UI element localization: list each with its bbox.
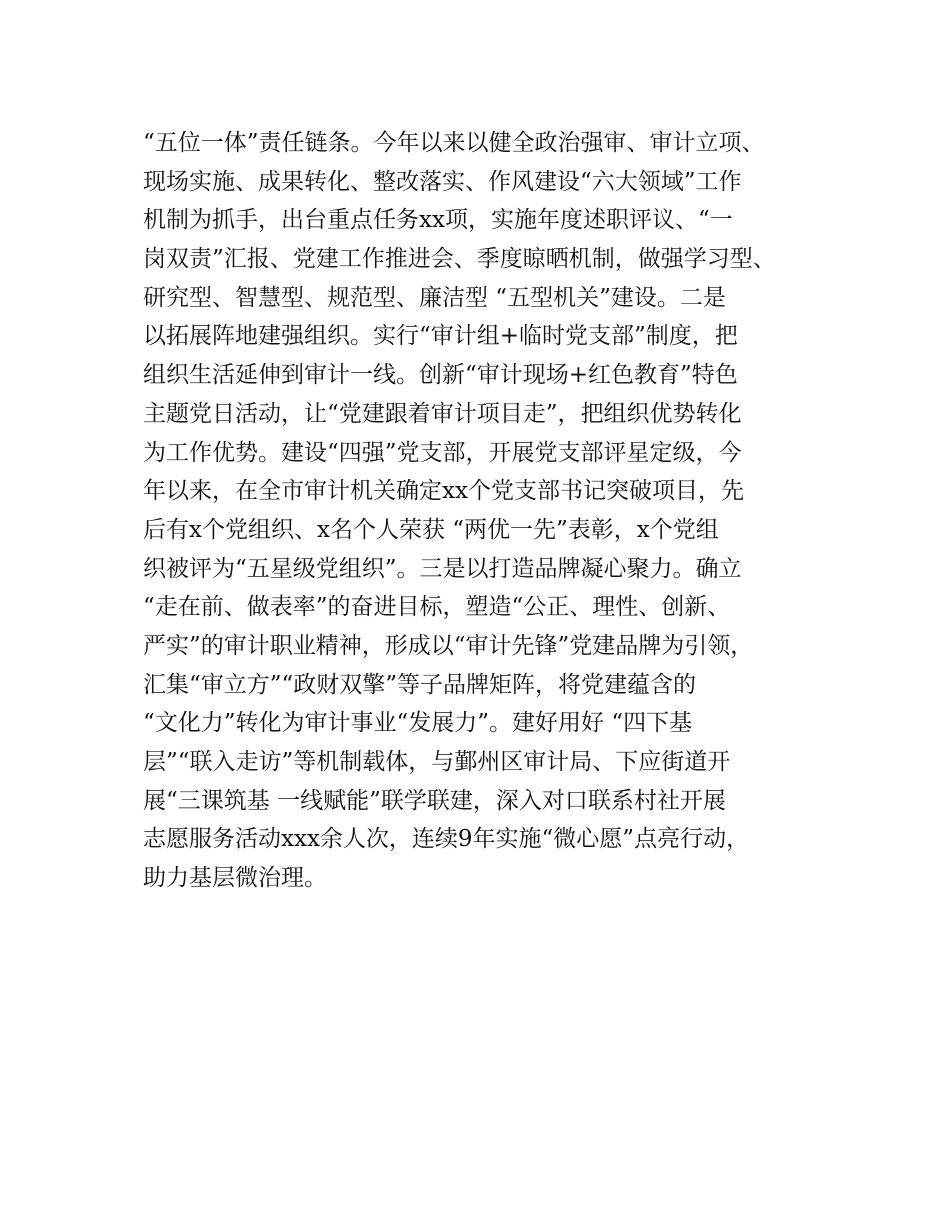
text-line-3: 机制为抓手，出台重点任务xx项，实施年度述职评议、“一 [143,207,733,234]
text-line-6: 以拓展阵地建强组织。实行“审计组+临时党支部”制度，把 [143,323,738,350]
text-line-11: 后有x个党组织、x名个人荣获 “两优一先”表彰，x个党组 [143,516,719,543]
text-line-4: 岗双责”汇报、党建工作推进会、季度晾晒机制，做强学习型、 [143,246,776,273]
body-paragraph [143,124,843,898]
text-line-2: 现场实施、成果转化、整改落实、作风建设“六大领域”工作 [143,168,742,195]
text-line-7: 组织生活延伸到审计一线。创新“审计现场+红色教育”特色 [143,362,738,389]
text-line-15: 汇集“审立方”“政财双擎”等子品牌矩阵，将党建蕴含的 [143,671,697,698]
text-line-10: 年以来，在全市审计机关确定xx个党支部书记突破项目，先 [143,478,744,505]
text-line-13: “走在前、做表率”的奋进目标，塑造“公正、理性、创新、 [143,594,731,621]
text-line-8: 主题党日活动，让“党建跟着审计项目走”，把组织优势转化 [143,400,742,427]
text-line-19: 志愿服务活动xxx余人次，连续9年实施“微心愿”点亮行动， [143,826,750,853]
text-line-5: 研究型、智慧型、规范型、廉洁型 “五型机关”建设。二是 [143,284,726,311]
text-line-16: “文化力”转化为审计事业“发展力”。建好用好 “四下基 [143,710,693,737]
text-line-18: 展“三课筑基 一线赋能”联学联建，深入对口联系村社开展 [143,787,726,814]
text-line-17: 层”“联入走访”等机制载体，与鄞州区审计局、下应街道开 [143,749,731,775]
text-line-1: “五位一体”责任链条。今年以来以健全政治强审、审计立项、 [143,130,765,156]
text-line-14: 严实”的审计职业精神，形成以“审计先锋”党建品牌为引领， [143,632,754,659]
text-line-9: 为工作优势。建设“四强”党支部，开展党支部评星定级，今 [143,439,742,466]
text-line-12: 织被评为“五星级党组织”。三是以打造品牌凝心聚力。确立 [143,555,742,582]
text-line-20: 助力基层微治理。 [143,865,327,892]
